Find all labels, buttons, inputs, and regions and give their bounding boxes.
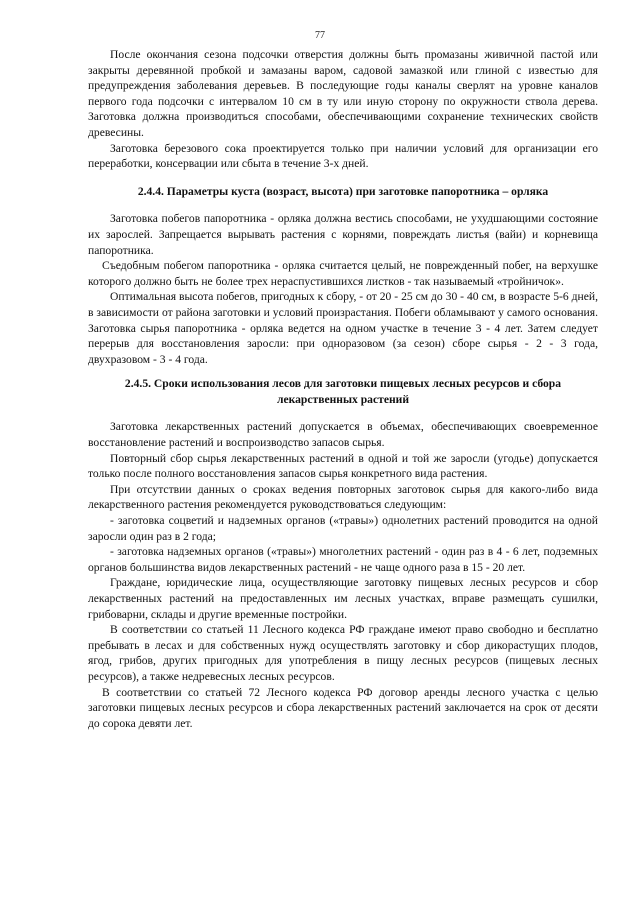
paragraph-birch-sap: Заготовка березового сока проектируется только при наличии условий для организации его переработки, консервации или сбыта в течение 3-х дней. (88, 141, 598, 171)
page-number: 77 (315, 30, 325, 41)
paragraph-fern-harvesting: Заготовка побегов папоротника - орляка должна вестись способами, не ухудшающими состояние их зарослей. Запрещается вырывать растения с корнями, повреждать листья (вайи) и корневища папоротника. (88, 212, 598, 257)
paragraph-medicinal-volume: Заготовка лекарственных растений допускается в объемах, обеспечивающих своевременное восстановление растений и воспроизводство запасов сырья. (88, 420, 598, 450)
heading-section-2-4-5: 2.4.5. Сроки использования лесов для заготовки пищевых лесных ресурсов и сбора лекарственных растений (124, 377, 562, 406)
heading-section-2-4-4: 2.4.4. Параметры куста (возраст, высота) при заготовке папоротника – орляка (137, 184, 549, 198)
paragraph-tapping-holes: После окончания сезона подсочки отверстия должны быть промазаны живичной пастой или закрыты деревянной пробкой и замазаны варом, садовой замазкой или глиной с известью для предупреждения заболевания деревьев. В последующие годы каналы сверлят на уровне каналов первого года подсочки с интервалом 10 см в ту или иную сторону по окружности ствола дерева. Заготовка должна производиться способами, обеспечивающими сохранение технических свойств древесины. (88, 48, 598, 139)
paragraph-no-data-guidance: При отсутствии данных о сроках ведения повторных заготовок сырья для какого-либо вида лекарственного растения рекомендуется руководствоваться следующим: (88, 482, 598, 512)
paragraph-fern-optimal-height: Оптимальная высота побегов, пригодных к сбору, - от 20 - 25 см до 30 - 40 см, в возрасте 5-6 дней, в зависимости от района заготовки и условий произрастания. Побеги обламывают у самого основания. Заготовка сырья папоротника - орляка ведется на одном участке в течение 3 - 4 лет. Затем следует перерыв для восстановления заросли: при одноразовом (за сезон) сборе сырья - 2 - 3 года, двухразовом - 3 - 4 года. (88, 290, 598, 366)
list-item-annual-plants: - заготовка соцветий и надземных органов («травы») однолетних растений проводится на одной заросли один раз в 2 года; (88, 514, 598, 543)
paragraph-temporary-buildings: Граждане, юридические лица, осуществляющие заготовку пищевых лесных ресурсов и сбор лекарственных растений на предоставленных им лесных участках, вправе размещать сушилки, грибоварни, склады и другие временные постройки. (88, 576, 598, 621)
paragraph-article-72: В соответствии со статьей 72 Лесного кодекса РФ договор аренды лесного участка с целью заготовки пищевых лесных ресурсов и сбора лекарственных растений заключается на срок от десяти до сорока девяти лет. (88, 685, 598, 730)
list-item-perennial-plants: - заготовка надземных органов («травы») многолетних растений - один раз в 4 - 6 лет, подземных органов большинства видов лекарственных растений - не чаще одного раза в 15 - 20 лет. (88, 545, 598, 574)
page-content (88, 47, 598, 731)
paragraph-repeat-collection: Повторный сбор сырья лекарственных растений в одной и той же заросли (угодье) допускается только после полного восстановления запасов сырья конкретного вида растения. (88, 451, 598, 481)
paragraph-article-11: В соответствии со статьей 11 Лесного кодекса РФ граждане имеют право свободно и бесплатно пребывать в лесах и для собственных нужд осуществлять заготовку и сбор дикорастущих плодов, ягод, грибов, других пригодных для употребления в пищу лесных ресурсов (пищевых лесных ресурсов), а также недревесных лесных ресурсов. (88, 623, 598, 683)
paragraph-fern-edible-shoot: Съедобным побегом папоротника - орляка считается целый, не поврежденный побег, на верхушке которого должно быть не более трех нераспустившихся листков - так называемый «тройничок». (88, 259, 598, 288)
